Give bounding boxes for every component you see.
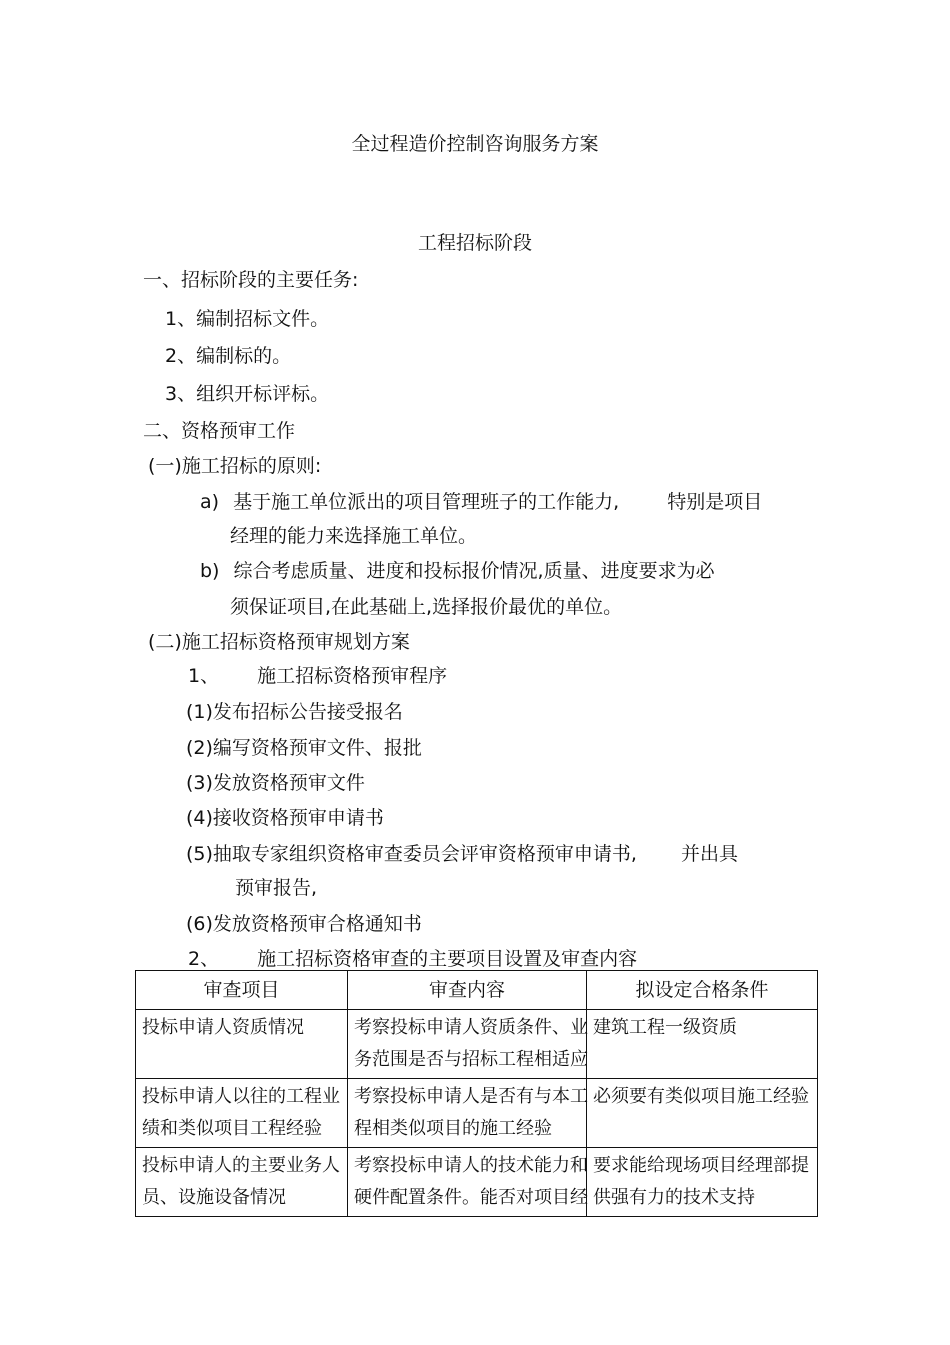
principle-b-line-2: 须保证项目,在此基础上,选择报价最优的单位。 — [230, 596, 623, 618]
cell-text: 考察投标申请人是否有与本工 — [354, 1086, 588, 1107]
procedure-step-1: (1)发布招标公告接受报名 — [186, 701, 403, 723]
review-table — [135, 970, 818, 1217]
step-5-text-cont: 并出具 — [681, 843, 739, 865]
principle-a-line-1 — [200, 490, 762, 514]
procedure-step-4: (4)接收资格预审申请书 — [186, 807, 384, 829]
cell-text: 考察投标申请人的技术能力和 — [354, 1155, 588, 1176]
item-number: 2、 — [188, 948, 220, 970]
table-cell — [348, 1010, 587, 1079]
cell-text: 投标申请人以往的工程业 — [142, 1086, 340, 1107]
table-cell — [136, 1079, 348, 1148]
principle-b-text: 综合考虑质量、进度和投标报价情况,质量、进度要求为必 — [233, 560, 715, 582]
section-title: 工程招标阶段 — [417, 232, 532, 254]
procedure-step-2: (2)编写资格预审文件、报批 — [186, 737, 422, 759]
table-header-row — [136, 971, 818, 1010]
header-review-content: 审查内容 — [348, 971, 587, 1010]
heading-prequalification: 二、资格预审工作 — [143, 420, 296, 442]
cell-text: 硬件配置条件。能否对项目经 — [354, 1187, 588, 1208]
procedure-step-5-line-1 — [186, 842, 738, 866]
procedure-step-3: (3)发放资格预审文件 — [186, 772, 365, 794]
task-item-3: 3、组织开标评标。 — [165, 383, 330, 405]
cell-text: 务范围是否与招标工程相适应 — [354, 1049, 588, 1070]
document-title: 全过程造价控制咨询服务方案 — [351, 133, 599, 155]
table-row — [136, 1148, 818, 1217]
principle-b-line-1 — [200, 559, 715, 583]
table-cell — [348, 1148, 587, 1217]
item-1-heading — [188, 664, 447, 688]
principle-a-line-2: 经理的能力来选择施工单位。 — [230, 525, 478, 547]
table-cell — [348, 1079, 587, 1148]
cell-text: 程相类似项目的施工经验 — [354, 1118, 552, 1139]
header-review-item: 审查项目 — [136, 971, 348, 1010]
cell-text: 必须要有类似项目施工经验 — [593, 1086, 809, 1107]
table-cell — [136, 1148, 348, 1217]
task-item-2: 2、编制标的。 — [165, 345, 292, 367]
cell-text: 供强有力的技术支持 — [593, 1187, 755, 1208]
heading-main-tasks: 一、招标阶段的主要任务: — [143, 269, 359, 291]
subheading-principles: (一)施工招标的原则: — [148, 455, 322, 477]
item-2-heading — [188, 947, 637, 971]
cell-text: 考察投标申请人资质条件、业 — [354, 1017, 588, 1038]
subheading-plan: (二)施工招标资格预审规划方案 — [148, 631, 410, 653]
procedure-step-5-line-2: 预审报告, — [235, 877, 318, 899]
list-marker: a) — [200, 491, 220, 513]
table-cell — [587, 1148, 818, 1217]
cell-text: 要求能给现场项目经理部提 — [593, 1155, 809, 1176]
task-item-1: 1、编制招标文件。 — [165, 308, 330, 330]
table-cell — [587, 1010, 818, 1079]
item-text: 施工招标资格预审程序 — [257, 665, 448, 687]
step-5-text: (5)抽取专家组织资格审查委员会评审资格预审申请书, — [186, 843, 637, 865]
cell-text: 投标申请人资质情况 — [142, 1017, 304, 1038]
list-marker: b) — [200, 560, 220, 582]
principle-a-text: 基于施工单位派出的项目管理班子的工作能力, — [233, 491, 620, 513]
cell-text: 员、设施设备情况 — [142, 1187, 286, 1208]
table-cell — [136, 1010, 348, 1079]
procedure-step-6: (6)发放资格预审合格通知书 — [186, 913, 422, 935]
header-qualification-condition: 拟设定合格条件 — [587, 971, 818, 1010]
item-text: 施工招标资格审查的主要项目设置及审查内容 — [257, 948, 638, 970]
table-row — [136, 1010, 818, 1079]
table-row — [136, 1079, 818, 1148]
item-number: 1、 — [188, 665, 220, 687]
cell-text: 建筑工程一级资质 — [593, 1017, 737, 1038]
table-cell — [587, 1079, 818, 1148]
principle-a-text-cont: 特别是项目 — [667, 491, 763, 513]
cell-text: 投标申请人的主要业务人 — [142, 1155, 340, 1176]
cell-text: 绩和类似项目工程经验 — [142, 1118, 322, 1139]
